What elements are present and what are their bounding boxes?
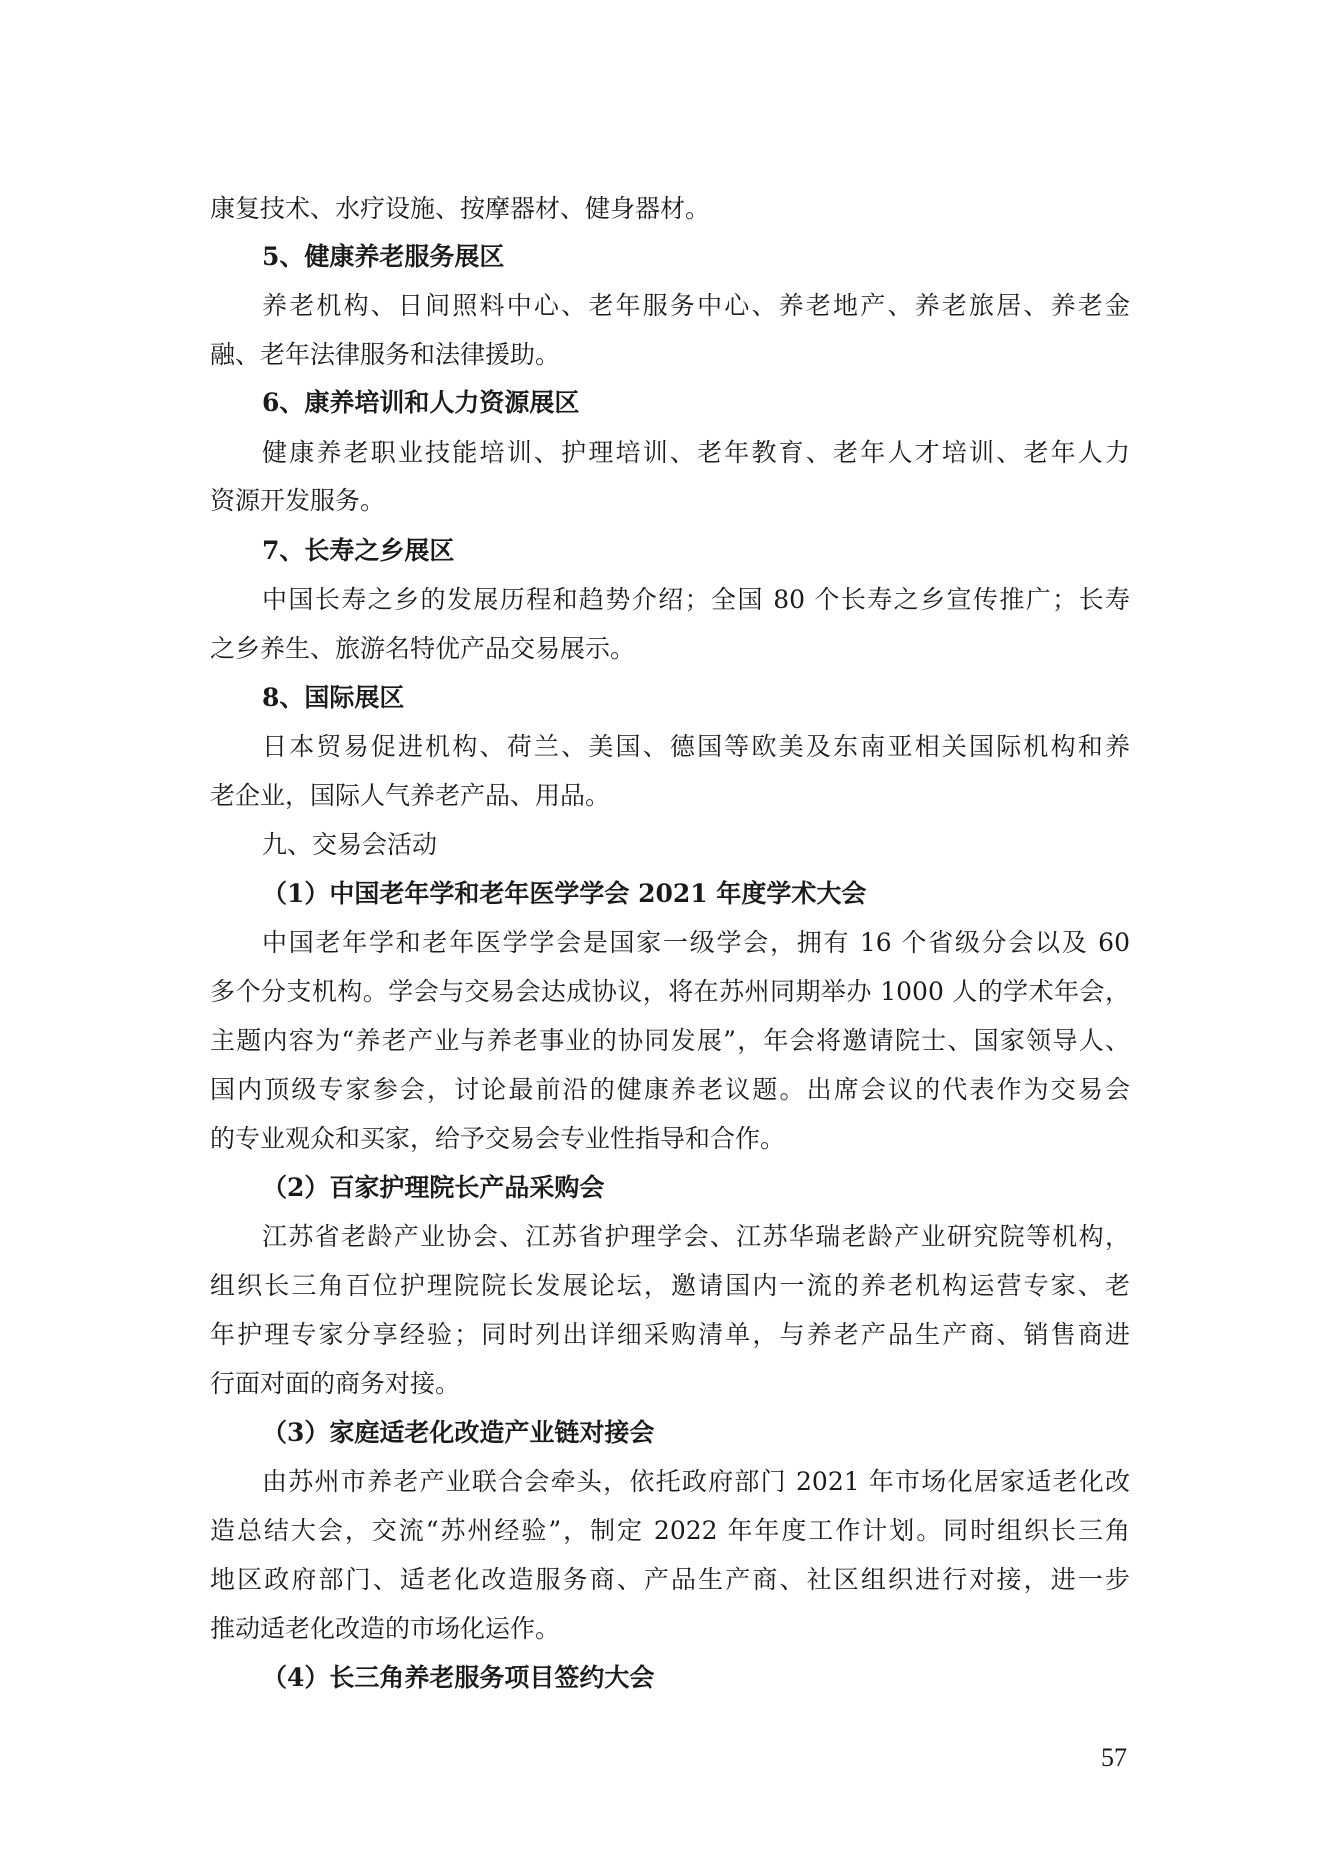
subsection-heading: （1）中国老年学和老年医学学会 2021 年度学术大会	[262, 879, 867, 908]
body-text-line: 资源开发服务。	[210, 486, 386, 515]
body-text-line: 康复技术、水疗设施、按摩器材、健身器材。	[210, 194, 711, 223]
body-text-line: 老企业，国际人气养老产品、用品。	[210, 781, 611, 810]
section-heading: 7、长寿之乡展区	[262, 536, 455, 565]
body-text-line: 日本贸易促进机构、荷兰、美国、德国等欧美及东南亚相关国际机构和养	[262, 732, 1130, 761]
body-text-line: 健康养老职业技能培训、护理培训、老年教育、老年人才培训、老年人力	[262, 438, 1130, 467]
body-text-line: 造总结大会，交流“苏州经验”，制定 2022 年年度工作计划。同时组织长三角	[210, 1516, 1130, 1545]
subsection-heading: （2）百家护理院长产品采购会	[262, 1173, 605, 1202]
body-text-line: 由苏州市养老产业联合会牵头，依托政府部门 2021 年市场化居家适老化改	[262, 1467, 1130, 1496]
subsection-heading: （3）家庭适老化改造产业链对接会	[262, 1418, 655, 1447]
body-text-line: 行面对面的商务对接。	[210, 1369, 461, 1398]
body-text-line: 之乡养生、旅游名特优产品交易展示。	[210, 634, 636, 663]
body-text-line: 主题内容为“养老产业与养老事业的协同发展”，年会将邀请院士、国家领导人、	[210, 1026, 1130, 1055]
body-text-line: 的专业观众和买家，给予交易会专业性指导和合作。	[210, 1124, 786, 1153]
body-text-line: 推动适老化改造的市场化运作。	[210, 1614, 561, 1643]
section-heading: 8、国际展区	[262, 683, 405, 712]
page-number: 57	[1101, 1743, 1127, 1772]
body-text-line: 江苏省老龄产业协会、江苏省护理学会、江苏华瑞老龄产业研究院等机构，	[262, 1222, 1130, 1251]
body-text-line: 国内顶级专家参会，讨论最前沿的健康养老议题。出席会议的代表作为交易会	[210, 1075, 1130, 1104]
body-text-line: 中国老年学和老年医学学会是国家一级学会，拥有 16 个省级分会以及 60	[262, 928, 1130, 957]
section-heading: 5、健康养老服务展区	[262, 242, 505, 271]
body-text-line: 中国长寿之乡的发展历程和趋势介绍；全国 80 个长寿之乡宣传推广；长寿	[262, 585, 1130, 614]
body-text-line: 组织长三角百位护理院院长发展论坛，邀请国内一流的养老机构运营专家、老	[210, 1271, 1130, 1300]
body-text-line: 融、老年法律服务和法律援助。	[210, 340, 561, 369]
section-heading: 九、交易会活动	[262, 830, 438, 859]
body-text-line: 年护理专家分享经验；同时列出详细采购清单，与养老产品生产商、销售商进	[210, 1320, 1130, 1349]
body-text-line: 地区政府部门、适老化改造服务商、产品生产商、社区组织进行对接，进一步	[210, 1565, 1130, 1594]
body-text-line: 养老机构、日间照料中心、老年服务中心、养老地产、养老旅居、养老金	[262, 291, 1130, 320]
subsection-heading: （4）长三角养老服务项目签约大会	[262, 1663, 655, 1692]
section-heading: 6、康养培训和人力资源展区	[262, 388, 580, 417]
body-text-line: 多个分支机构。学会与交易会达成协议，将在苏州同期举办 1000 人的学术年会，	[210, 977, 1130, 1006]
